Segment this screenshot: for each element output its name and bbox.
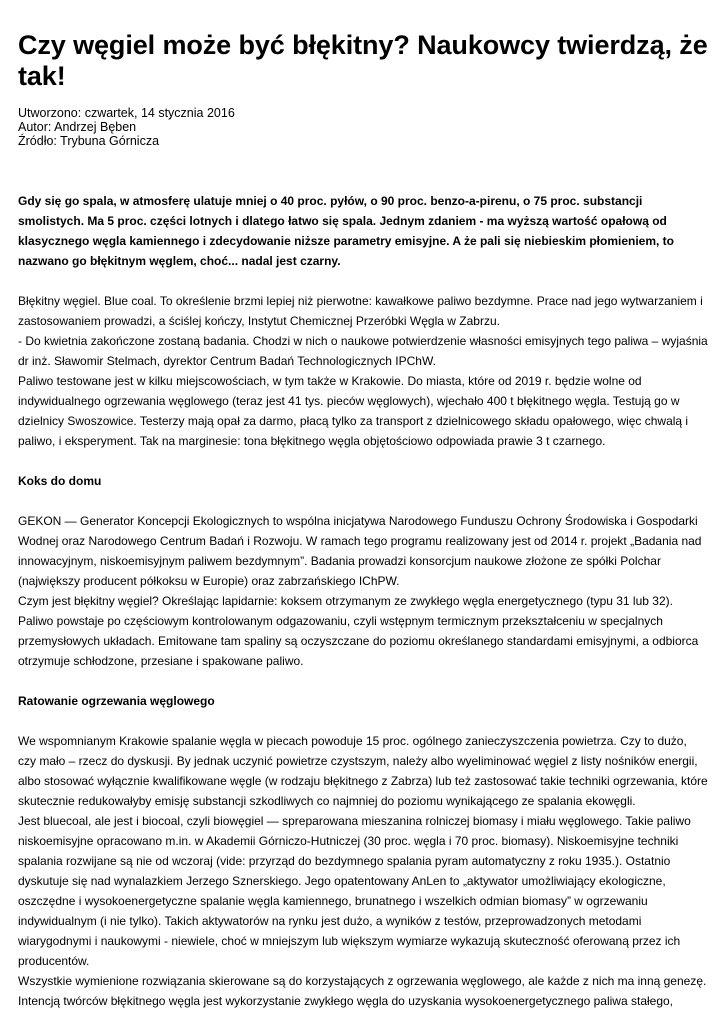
source: Źródło: Trybuna Górnicza	[18, 134, 160, 148]
paragraph: Jest bluecoal, ale jest i biocoal, czyli biowęgiel — spreparowana mieszanina rolniczej biomasy i miału węglowego. Takie paliwo niskoemisyjne opracowano m.in. w Akademii Górniczo-Hutniczej (30 proc. węgla i 70 proc. biomasy). Niskoemisyjne techniki spalania rozwijane są nie od wczoraj (vide: przyrząd do bezdymnego spalania pyram automatyczny z roku 1935.). Ostatnio dyskutuje się nad wynalazkiem Jerzego Sznerskiego. Jego opatentowany AnLen to „aktywator umożliwiający ekologiczne, oszczędne i wysokoenergetyczne spalanie węgla kamiennego, brunatnego i wszelkich odmian biomasy” w ogrzewaniu indywidualnym (i nie tylko). Takich aktywatorów na rynku jest dużo, a wyników z testów, przeprowadzonych metodami wiarygodnymi i naukowymi - niewiele, choć w mniejszym lub większym wymiarze wykazują skuteczność oferowaną przez ich producentów.	[18, 814, 691, 968]
section-heading-koks: Koks do domu	[18, 474, 102, 488]
paragraph: Czym jest błękitny węgiel? Określając lapidarnie: koksem otrzymanym ze zwykłego węgla energetycznego (typu 31 lub 32). Paliwo powstaje po częściowym kontrolowanym odgazowaniu, czyli wstępnym termicznym przekształceniu w specjalnych przemysłowych układach. Emitowane tam spaliny są oczyszczane do poziomu określanego standardami emisyjnymi, a odbiorca otrzymuje schłodzone, przesiane i spakowane paliwo.	[18, 594, 699, 668]
paragraph: Paliwo testowane jest w kilku miejscowościach, w tym także w Krakowie. Do miasta, które od 2019 r. będzie wolne od indywidualnego ogrzewania węglowego (teraz jest 41 tys. pieców węglowych), wjechało 400 t błękitnego węgla. Testują go w dzielnicy Swoszowice. Testerzy mają opał za darmo, płacą tylko za transport z dzielnicowego składu opałowego, więc chwalą i paliwo, i eksperyment. Tak na marginesie: tona błękitnego węgla objętościowo odpowiada prawie 3 t czarnego.	[18, 374, 689, 448]
article-title: Czy węgiel może być błękitny? Naukowcy twierdzą, że tak!	[18, 30, 708, 91]
section-koks	[18, 511, 708, 671]
section-ratowanie	[18, 731, 708, 1011]
paragraph: GEKON — Generator Koncepcji Ekologicznych to wspólna inicjatywa Narodowego Funduszu Ochrony Środowiska i Gospodarki Wodnej oraz Narodowego Centrum Badań i Rozwoju. W ramach tego programu realizowany jest od 2014 r. projekt „Badania nad innowacyjnym, niskoemisyjnym paliwem bezdymnym”. Badania prowadzi konsorcjum naukowe złożone ze spółki Polchar (największy producent półkoksu w Europie) oraz zabrzańskiego IChPW.	[18, 514, 702, 588]
paragraph: Wszystkie wymienione rozwiązania skierowane są do korzystających z ogrzewania węglowego, ale każde z nich ma inną genezę. Intencją twórców błękitnego węgla jest wykorzystanie zwykłego węgla do uzyskania wysokoenergetycznego paliwa stałego,	[18, 974, 707, 1008]
article-meta	[18, 106, 708, 148]
paragraph: - Do kwietnia zakończone zostaną badania. Chodzi w nich o naukowe potwierdzenie własności emisyjnych tego paliwa – wyjaśnia dr inż. Sławomir Stelmach, dyrektor Centrum Badań Technologicznych IPChW.	[18, 334, 708, 368]
lead-paragraph: Gdy się go spala, w atmosferę ulatuje mniej o 40 proc. pyłów, o 90 proc. benzo-a-pirenu, o 75 proc. substancji smolistych. Ma 5 proc. części lotnych i dlatego łatwo się spala. Jednym zdaniem - ma wyższą wartość opałową od klasycznego węgla kamiennego i zdecydowanie niższe parametry emisyjne. A że pali się niebieskim płomieniem, to nazwano go błękitnym węglem, choć... nadal jest czarny.	[18, 194, 675, 268]
created-date: Utworzono: czwartek, 14 stycznia 2016	[18, 106, 235, 120]
paragraph: We wspomnianym Krakowie spalanie węgla w piecach powoduje 15 proc. ogólnego zanieczyszczenia powietrza. Czy to dużo, czy mało – rzecz do dyskusji. By jednak uczynić powietrze czystszym, należy albo wyeliminować węgiel z listy nośników energii, albo stosować wyłącznie kwalifikowane węgle (w rodzaju błękitnego z Zabrza) lub też zastosować takie techniki ogrzewania, które skutecznie redukowałyby emisję substancji szkodliwych co najmniej do poziomu wynikającego ze spalania ekowęgli.	[18, 734, 708, 808]
paragraph: Błękitny węgiel. Blue coal. To określenie brzmi lepiej niż pierwotne: kawałkowe paliwo bezdymne. Prace nad jego wytwarzaniem i zastosowaniem prowadzi, a ściślej kończy, Instytut Chemicznej Przeróbki Węgla w Zabrzu.	[18, 294, 703, 328]
section-heading-ratowanie: Ratowanie ogrzewania węglowego	[18, 694, 215, 708]
article	[18, 30, 708, 1011]
author: Autor: Andrzej Bęben	[18, 120, 137, 134]
intro-section	[18, 291, 708, 451]
